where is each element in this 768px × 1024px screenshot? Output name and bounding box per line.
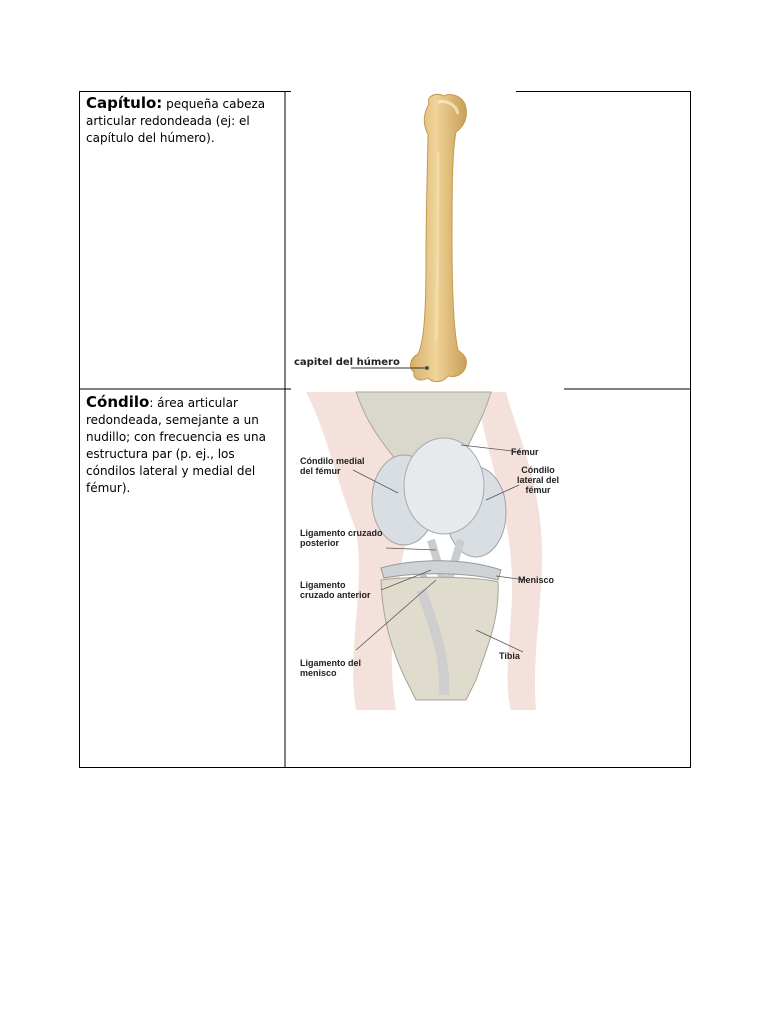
label-condilo-medial: Cóndilo medial del fémur <box>300 456 365 476</box>
label-tibia: Tibia <box>499 651 520 661</box>
capitulo-term: Capítulo: <box>86 94 163 112</box>
label-menisco: Menisco <box>518 575 555 585</box>
label-condilo-lateral: Cóndilo lateral del fémur <box>516 465 560 495</box>
label-ligamento-posterior: Ligamento cruzado posterior <box>300 528 383 548</box>
humerus-figure <box>286 92 690 388</box>
condilo-term: Cóndilo <box>86 393 150 411</box>
label-ligamento-menisco: Ligamento del menisco <box>300 658 362 678</box>
capitulo-definition: pequeña cabeza articular redondeada (ej: el capítulo del húmero). <box>86 97 266 145</box>
label-ligamento-anterior: Ligamento cruzado anterior <box>300 580 371 600</box>
knee-figure <box>286 390 690 766</box>
humerus-bone-illustration <box>286 92 690 388</box>
label-femur: Fémur <box>511 447 539 457</box>
capitel-humero-label: capitel del húmero <box>294 357 400 368</box>
knee-joint-illustration <box>286 390 690 766</box>
capitulo-definition-cell <box>79 91 285 389</box>
condilo-definition: : área articular redondeada, semejante a un nudillo; con frecuencia es una estructura par (p. ej., los cóndilos lateral y medial del fémur). <box>86 396 266 495</box>
condilo-definition-cell <box>79 390 285 767</box>
definitions-table <box>79 91 691 768</box>
